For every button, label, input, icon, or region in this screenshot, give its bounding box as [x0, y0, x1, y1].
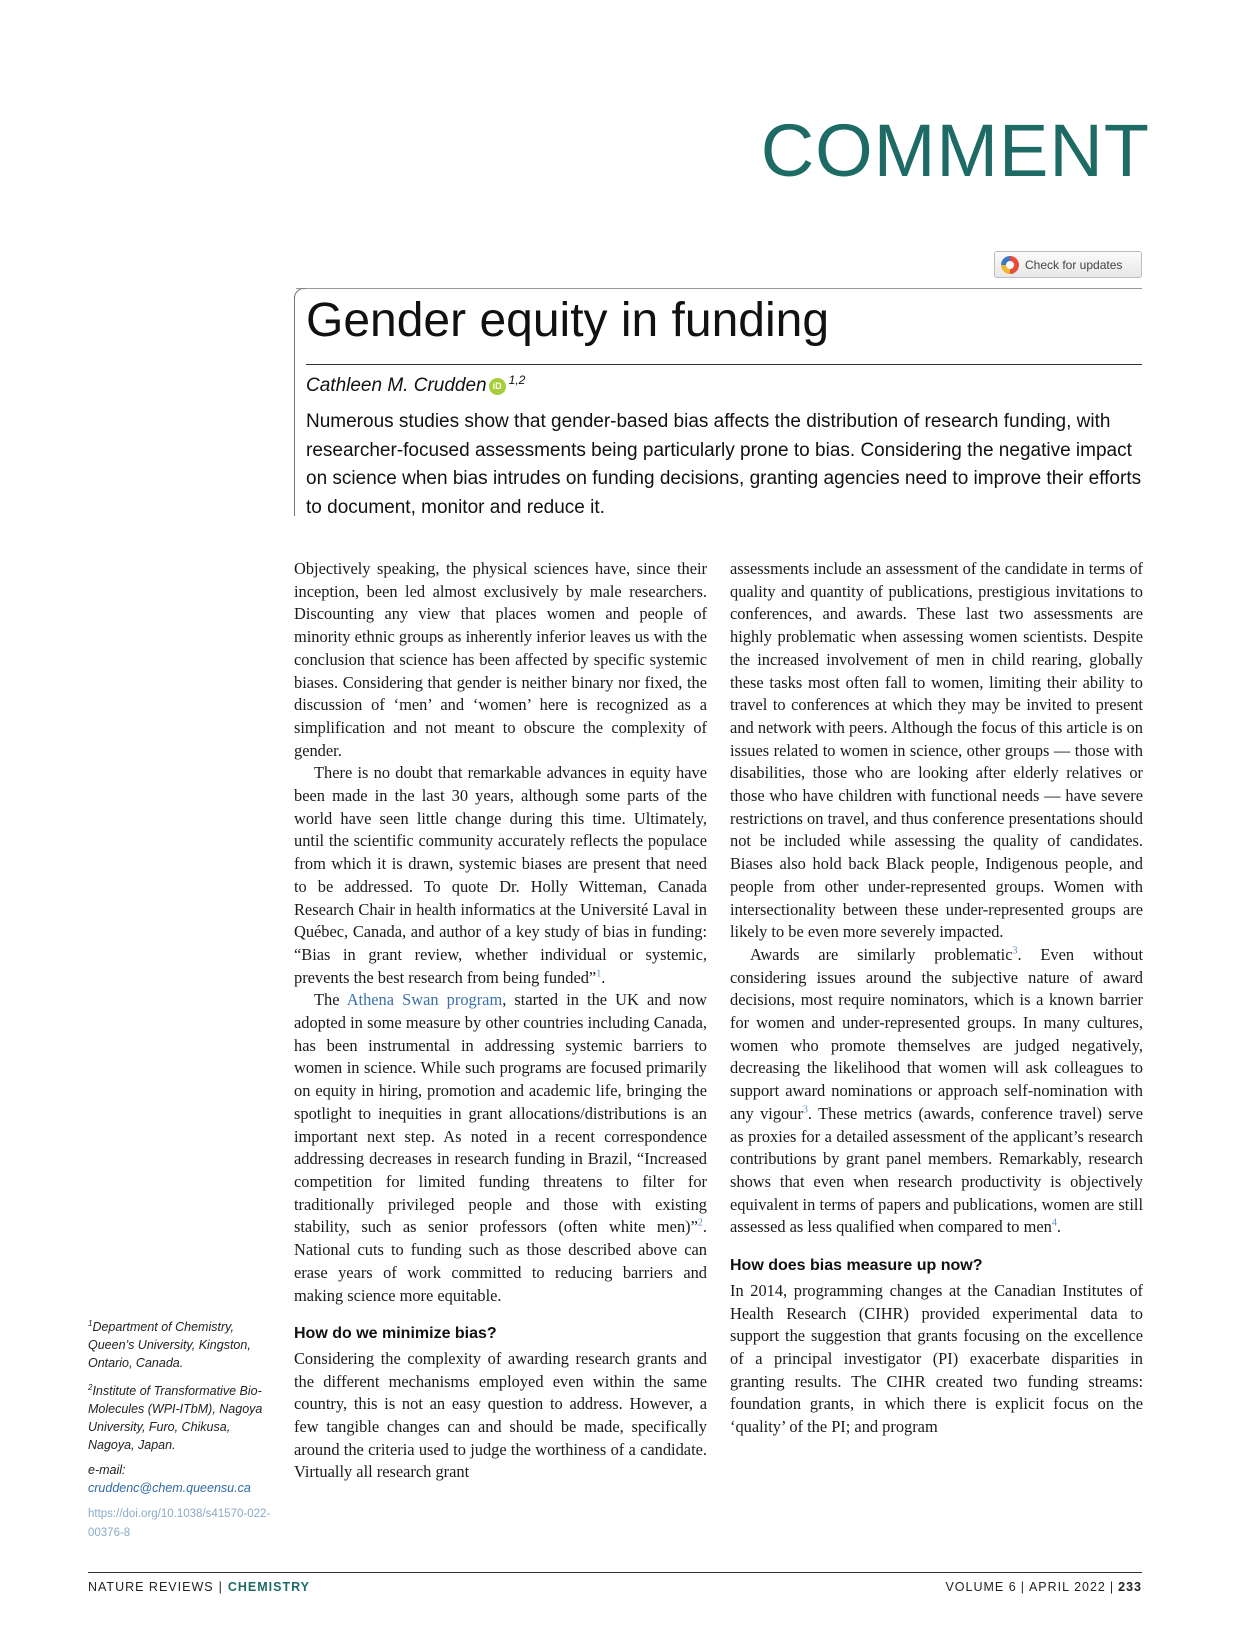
footer-issue — [700, 1580, 1142, 1594]
journal-name: NATURE REVIEWS — [88, 1580, 214, 1594]
title-frame-left-rule — [294, 296, 295, 516]
affiliation — [88, 1379, 278, 1454]
footer-rule — [88, 1572, 1142, 1573]
crossmark-icon — [1001, 256, 1019, 274]
check-for-updates-label: Check for updates — [1025, 257, 1123, 272]
author-affiliation-marks: 1,2 — [508, 373, 526, 387]
check-for-updates-button[interactable] — [994, 251, 1142, 278]
reference-link[interactable]: 3 — [802, 1104, 808, 1116]
paragraph: assessments include an assessment of the candidate in terms of quality and quantity of publications, prestigious invitations to conferences, and awards. These last two assessments are highly problematic when assessing women scientists. Despite the increased involvement of men in child rearing, globally these tasks most often fall to women, limiting their ability to travel to conferences at which they may be invited to present and network with peers. Although the focus of this article is on issues related to women in science, other groups — those with disabilities, those who are looking after elderly relatives or those who have children with functional needs — have severe restrictions on travel, and thus conference presentations should not be included while assessing the quality of candidates. Biases also hold back Black people, Indigenous people, and people from other under-represented groups. Women with intersectionality between these under-represented groups are likely to be even more severely impacted. — [730, 559, 1143, 942]
footer-separator: | — [218, 1580, 223, 1594]
article-title: Gender equity in funding — [306, 294, 830, 347]
paragraph-text: . — [1056, 1217, 1061, 1237]
paragraph: Objectively speaking, the physical sciences have, since their inception, been led almost exclusively by male researchers. Discounting any view that places women and people of minority ethnic groups as inherently inferior leaves us with the conclusion that science has been affected by specific systemic biases. Considering that gender is neither binary nor fixed, the discussion of ‘men’ and ‘women’ here is recognized as a simplification and not meant to obscure the complexity of gender. — [294, 559, 707, 760]
paragraph — [294, 762, 707, 989]
footer-separator: | — [1109, 1580, 1115, 1594]
title-divider — [306, 364, 1142, 365]
email-label: e-mail: — [88, 1463, 126, 1478]
reference-link[interactable]: 1 — [596, 968, 602, 980]
paragraph-text: . Even without considering issues around the subjective nature of award decisions, most require nominators, which is a known barrier for women and under-represented groups. In many cultures, women who promote themselves are judged negatively, decreasing the likelihood that women will ask colleagues to support award nominations or approach self-nomination with any vigour — [730, 944, 1143, 1123]
orcid-icon[interactable]: iD — [489, 378, 506, 395]
paragraph-text: . — [601, 967, 606, 987]
affiliation-text: Department of Chemistry, Queen’s University, Kingston, Ontario, Canada. — [88, 1320, 251, 1371]
paragraph — [730, 944, 1143, 1239]
correspondence — [88, 1461, 278, 1497]
paragraph-text: , started in the UK and now adopted in some measure by other countries including Canada, has been instrumental in addressing systemic barriers to women in science. While such programs are focused primarily on equity in hiring, promotion and academic life, bringing the spotlight to inequities in grant allocations/distributions is an important next step. As noted in a recent correspondence addressing decreases in research funding in Brazil, “Increased competition for limited funding threatens to filter for traditionally privileged people and those with existing stability, such as senior professors (often white men)” — [294, 990, 707, 1237]
doi-link[interactable]: https://doi.org/10.1038/s41570-022-00376-8 — [88, 1508, 271, 1540]
section-heading: How do we minimize bias? — [294, 1325, 497, 1343]
journal-subject: CHEMISTRY — [227, 1580, 310, 1594]
footer-journal — [88, 1580, 310, 1594]
email-link[interactable]: cruddenc@chem.queensu.ca — [88, 1481, 251, 1496]
reference-link[interactable]: 4 — [1051, 1217, 1057, 1229]
paragraph-text: There is no doubt that remarkable advances in equity have been made in the last 30 years, although some parts of the world have seen little change during this time. Ultimately, until the scientific community accurately reflects the populace from which it is drawn, systemic biases are present that need to be addressed. To quote Dr. Holly Witteman, Canada Research Chair in health informatics at the Université Laval in Québec, Canada, and author of a key study of bias in funding: “Bias in grant review, whether individual or systemic, prevents the best research from being funded” — [294, 763, 707, 987]
author-name: Cathleen M. Crudden — [306, 375, 487, 396]
standfirst: Numerous studies show that gender-based bias affects the distribution of research funding, with researcher-focused assessments being particularly prone to bias. Considering the negative impact on science when bias intrudes on funding decisions, granting agencies need to improve their efforts to document, monitor and reduce it. — [306, 411, 1142, 518]
affiliation-text: Institute of Transformative Bio-Molecules (WPI-ITbM), Nagoya University, Furo, Chikusa, Nagoya, Japan. — [88, 1384, 263, 1453]
paragraph: In 2014, programming changes at the Canadian Institutes of Health Research (CIHR) provided experimental data to support the suggestion that grants focusing on the excellence of a principal investigator (PI) exacerbate disparities in granting results. The CIHR created two funding streams: foundation grants, in which there is explicit focus on the ‘quality’ of the PI; and program — [730, 1280, 1143, 1437]
paragraph-text: . These metrics (awards, conference travel) serve as proxies for a detailed assessment of the applicant’s research contributions by grant panel members. Remarkably, research shows that even when research productivity is objectively equivalent in terms of papers and publications, women are still assessed as less qualified when compared to men — [730, 1103, 1143, 1237]
section-label: COMMENT — [760, 109, 1150, 192]
issue-date: APRIL 2022 — [1028, 1580, 1106, 1594]
affiliation — [88, 1315, 278, 1372]
paragraph — [294, 989, 707, 1307]
affiliation-mark: 1 — [88, 1319, 93, 1328]
page-number: 233 — [1118, 1580, 1142, 1594]
title-frame-corner — [294, 288, 305, 299]
athena-swan-link[interactable]: Athena Swan program — [346, 990, 503, 1010]
body-column-2 — [730, 558, 1143, 1439]
reference-link[interactable]: 3 — [1012, 945, 1018, 957]
volume: VOLUME 6 — [945, 1580, 1017, 1594]
byline — [306, 375, 525, 397]
paragraph-text: Awards are similarly problematic — [750, 944, 1013, 964]
footer-separator: | — [1020, 1580, 1025, 1594]
section-heading: How does bias measure up now? — [730, 1257, 983, 1275]
affiliations — [88, 1315, 278, 1549]
doi — [88, 1504, 278, 1542]
body-column-1 — [294, 558, 707, 1484]
affiliation-mark: 2 — [88, 1383, 93, 1393]
paragraph-text: . National cuts to funding such as those described above can erase years of work committed to reducing barriers and making science more equitable. — [294, 1217, 707, 1305]
paragraph: Considering the complexity of awarding research grants and the different mechanisms employed even within the same country, this is not an easy question to address. However, a few tangible changes can and should be made, specifically around the criteria used to judge the worthiness of a candidate. Virtually all research grant — [294, 1348, 707, 1482]
paragraph-text: The — [314, 990, 347, 1010]
title-frame-top-rule — [296, 288, 1142, 289]
reference-link[interactable]: 2 — [697, 1217, 703, 1229]
